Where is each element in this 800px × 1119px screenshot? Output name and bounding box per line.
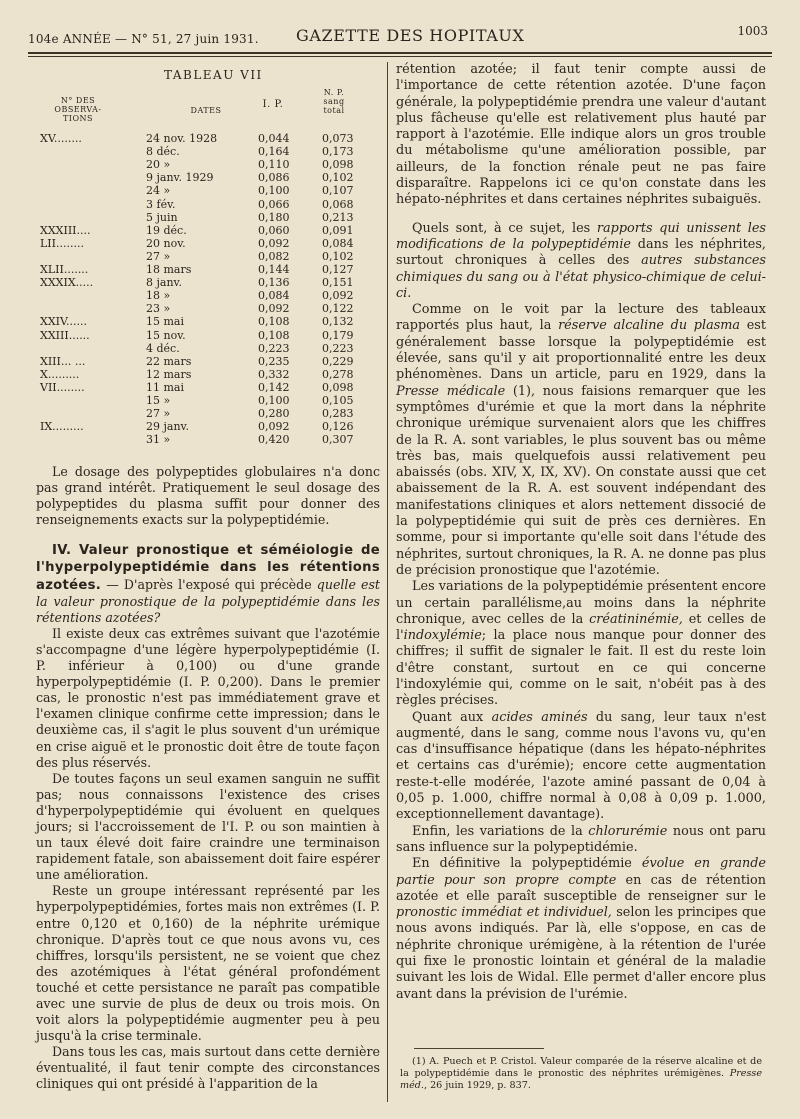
- text-run: Les variations de la polypeptidémie présentent encore un certain parallélisme,au moins dans la néphrite chronique, avec celles de la: [396, 579, 766, 627]
- section-iv-intro: [36, 542, 380, 625]
- np-cell: 0,105: [322, 394, 354, 407]
- table-row: [36, 289, 380, 302]
- np-cell: 0,278: [322, 367, 354, 381]
- obs-cell: XLII.......: [40, 263, 89, 276]
- header-rule: [28, 52, 772, 54]
- table-row: [36, 302, 380, 315]
- table-row: [36, 315, 380, 328]
- date-cell: 5 juin: [146, 210, 178, 224]
- table-row: [36, 198, 380, 211]
- text-run: est généralement basse lorsque la polypeptidémie est élevée, sans qu'il y ait proportionnalité entre les deux phénomènes. Dans un article, paru en 1929, dans la: [396, 318, 766, 383]
- ip-cell: 0,084: [258, 289, 290, 303]
- np-cell: 0,127: [322, 263, 354, 276]
- text-run: et celles de l': [396, 611, 766, 644]
- obs-cell: XXXIII....: [40, 223, 91, 237]
- table-row: [36, 184, 380, 197]
- ip-cell: 0,100: [258, 184, 290, 198]
- table-row: [36, 355, 380, 368]
- text-run-italic: réserve alcaline du plasma: [558, 318, 741, 334]
- np-cell: 0,307: [322, 433, 354, 447]
- footnote-rule: [414, 1048, 544, 1049]
- text-run-italic: rapports qui unissent les modifications de la polypeptidémie: [396, 220, 766, 252]
- date-cell: 9 janv. 1929: [146, 171, 214, 185]
- np-cell: 0,098: [322, 158, 354, 172]
- text-run: ; la place nous manque pour donner des chiffres; il suffit de signaler le fait. Il est du reste loin d'être constant, surtout en ce qui concerne l'indoxylémie qui, comme on le sait, n'obéit pas à des règles précises.: [396, 628, 766, 709]
- table-title: TABLEAU VII: [164, 68, 263, 82]
- np-cell: 0,073: [322, 132, 354, 145]
- paragraph: [396, 856, 766, 1003]
- date-cell: 12 mars: [146, 367, 192, 381]
- text-run: Quant aux: [412, 709, 492, 725]
- date-cell: 24 »: [146, 184, 171, 198]
- date-cell: 18 »: [146, 289, 171, 303]
- text-run: en cas de rétention azotée et elle paraît susceptible de renseigner sur le: [396, 872, 766, 904]
- date-cell: 18 mars: [146, 263, 192, 276]
- text-run-italic: autres substances chimiques du sang ou à l'état physico-chimique de celui-ci.: [396, 253, 766, 301]
- section-lead-italic: quelle est la valeur pronostique de la polypeptidémie dans les rétentions azotées?: [36, 576, 380, 625]
- date-cell: 8 janv.: [146, 276, 182, 290]
- date-cell: 15 nov.: [146, 328, 186, 342]
- issue-info: 104e ANNÉE — N° 51, 27 juin 1931.: [28, 32, 259, 46]
- ip-cell: 0,332: [258, 367, 290, 381]
- np-cell: 0,092: [322, 289, 354, 303]
- date-cell: 20 nov.: [146, 236, 186, 250]
- ip-cell: 0,108: [258, 315, 290, 329]
- paragraph: Reste un groupe intéressant représenté par les hyperpolypeptidémies, fortes mais non extrêmes (I. P. entre 0,120 et 0,160) de la néphrite urémique chronique. D'après tout ce que nous avons vu, ces chiffres, lorsqu'ils persistent, ne se voient que chez des azotémiques à l'état général profondément touché et cette persistance ne paraît pas compatible avec une survie de plus de deux ou trois mois. On voit alors la polypeptidémie augmenter peu à peu jusqu'à la crise terminale.: [36, 883, 380, 1044]
- np-cell: 0,084: [322, 236, 354, 250]
- column-divider: [387, 62, 388, 1102]
- table-row: [36, 276, 380, 289]
- np-cell: 0,229: [322, 354, 354, 368]
- paragraph: Il existe deux cas extrêmes suivant que l'azotémie s'accompagne d'une légère hyperpolypeptidémie (I. P. inférieur à 0,100) ou d'une grande hyperpolypeptidémie (I. P. 0,200). Dans le premier cas, le pronostic n'est pas immédiatement grave et l'examen clinique confirme cette impression; dans le deuxième cas, il s'agit le plus souvent d'un urémique en crise aiguë et le pronostic doit être de toute façon des plus réservés.: [36, 625, 380, 770]
- obs-cell: XIII... ...: [40, 354, 86, 368]
- ip-cell: 0,180: [258, 210, 290, 224]
- date-cell: 15 mai: [146, 315, 185, 329]
- ip-cell: 0,060: [258, 223, 290, 237]
- ip-cell: 0,100: [258, 394, 290, 407]
- ip-cell: 0,136: [258, 276, 290, 290]
- paragraph: Dans tous les cas, mais surtout dans cette dernière éventualité, il faut tenir compte des circonstances cliniques qui ont présidé à l'apparition de la: [36, 1044, 380, 1092]
- section-lead: — D'après l'exposé qui précède: [101, 576, 317, 592]
- ip-cell: 0,082: [258, 249, 290, 263]
- ip-cell: 0,092: [258, 236, 290, 250]
- ip-cell: 0,235: [258, 354, 290, 368]
- table-row: [36, 145, 380, 158]
- ip-cell: 0,086: [258, 171, 290, 185]
- date-cell: 24 nov. 1928: [146, 132, 218, 145]
- np-cell: 0,151: [322, 276, 354, 290]
- ip-cell: 0,044: [258, 132, 290, 145]
- table-row: [36, 368, 380, 381]
- np-cell: 0,179: [322, 328, 354, 342]
- paragraph: Le dosage des polypeptides globulaires n'a donc pas grand intérêt. Pratiquement le seul dosage des polypeptides du plasma suffit pour donner des renseignements exacts sur la polypeptidémie.: [36, 464, 380, 528]
- paragraph: [396, 824, 766, 857]
- table-row: [36, 250, 380, 263]
- header-rule-thin: [28, 56, 772, 57]
- paragraph: De toutes façons un seul examen sanguin ne suffit pas; nous connaissons l'existence des crises d'hyperpolypeptidémie qui évoluent en quelques jours; si l'accroissement de l'I. P. ou son maintien à un taux élevé doit faire craindre une terminaison rapidement fatale, son abaissement doit faire espérer une amélioration.: [36, 770, 380, 883]
- ip-cell: 0,110: [258, 158, 290, 172]
- table-header-observations: N° DES OBSERVA-TIONS: [54, 96, 102, 123]
- ip-cell: 0,092: [258, 420, 290, 434]
- table-row: [36, 420, 380, 433]
- ip-cell: 0,144: [258, 263, 290, 276]
- left-body-text: [36, 464, 380, 1093]
- text-run: du sang, leur taux n'est augmenté, dans le sang, comme nous l'avons vu, qu'en cas d'insuffisance hépatique (dans les hépato-néphrites et certains cas d'urémie); encore cette augmentation reste-t-elle modérée, l'azote aminé passant de 0,04 à 0,05 p. 1.000, chiffre normal à 0,08 à 0,09 p. 1.000, exceptionnellement davantage).: [396, 709, 766, 823]
- np-cell: 0,223: [322, 341, 354, 355]
- date-cell: 22 mars: [146, 354, 192, 368]
- text-run: dans les néphrites, surtout chroniques à celles des: [396, 236, 766, 269]
- ip-cell: 0,066: [258, 197, 290, 211]
- obs-cell: IX.........: [40, 420, 84, 434]
- table-row: [36, 211, 380, 224]
- np-cell: 0,107: [322, 184, 354, 198]
- date-cell: 15 »: [146, 394, 171, 407]
- text-run-italic: pronostic immédiat et individuel,: [396, 905, 612, 921]
- right-body-text: [396, 62, 766, 1003]
- date-cell: 4 déc.: [146, 341, 180, 355]
- date-cell: 31 »: [146, 433, 171, 447]
- paragraph: rétention azotée; il faut tenir compte aussi de l'importance de cette rétention azotée. D'une façon générale, la polypeptidémie prendra une valeur d'autant plus fâcheuse qu'elle est relativement plus hauté par rapport à l'azotémie. Elle indique alors un gros trouble du métabolisme qu'une amélioration possible, par ailleurs, de la fonction rénale peut ne pas faire disparaître. Rappelons ici ce qu'on constate dans les hépato-néphrites et dans certaines néphrites subaiguës.: [396, 62, 766, 208]
- ip-cell: 0,280: [258, 407, 290, 421]
- table-row: [36, 342, 380, 355]
- table-header-np: N. P. sang total: [323, 88, 345, 115]
- date-cell: 8 déc.: [146, 145, 180, 159]
- text-run-italic: créatininémie,: [589, 611, 683, 627]
- journal-title: GAZETTE DES HOPITAUX: [296, 26, 525, 45]
- table-header-dates: DATES: [190, 106, 222, 115]
- table-header-ip: I. P.: [262, 99, 284, 110]
- obs-cell: X.........: [40, 367, 80, 381]
- text-run-italic: chlorurémie: [588, 823, 668, 839]
- table-row: [36, 381, 380, 394]
- table-row: [36, 394, 380, 407]
- np-cell: 0,126: [322, 420, 354, 434]
- text-run-italic: évolue en grande partie pour son propre compte: [396, 856, 767, 888]
- table-row: [36, 132, 380, 145]
- np-cell: 0,068: [322, 197, 354, 211]
- ip-cell: 0,142: [258, 380, 290, 394]
- date-cell: 23 »: [146, 302, 171, 316]
- paragraph: [396, 221, 766, 302]
- text-run: , 26 juin 1929, p. 837.: [423, 1080, 531, 1091]
- table-row: [36, 171, 380, 184]
- date-cell: 3 fév.: [146, 197, 176, 211]
- obs-cell: XXIV......: [40, 315, 88, 329]
- np-cell: 0,132: [322, 315, 354, 329]
- text-run: Quels sont, à ce sujet, les: [412, 220, 597, 236]
- table-row: [36, 433, 380, 446]
- np-cell: 0,213: [322, 210, 354, 224]
- np-cell: 0,098: [322, 380, 354, 394]
- text-run-italic: acides aminés: [491, 709, 588, 725]
- paragraph: [396, 710, 766, 824]
- paragraph: [396, 302, 766, 579]
- ip-cell: 0,164: [258, 145, 290, 159]
- obs-cell: XV........: [40, 132, 82, 145]
- date-cell: 27 »: [146, 249, 171, 263]
- date-cell: 29 janv.: [146, 420, 189, 434]
- np-cell: 0,102: [322, 171, 354, 185]
- date-cell: 19 déc.: [146, 223, 187, 237]
- np-cell: 0,122: [322, 302, 354, 316]
- table-row: [36, 237, 380, 250]
- text-run: (1), nous faisions remarquer que les symptômes d'urémie et que la mort dans la néphrite chronique urémique survenaient alors que les chiffres de la R. A. sont variables, le plus souvent bas ou même très bas, mais quelquefois aussi relativement peu abaissés (obs. XIV, X, IX, XV). On constate aussi que cet abaissement de la R. A. est souvent indépendant des manifestations cliniques et alors nettement dissocié de la polypeptidémie qui suit de près ces dernières. En somme, pour si importante qu'elle soit dans l'étude des néphrites, surtout chroniques, la R. A. ne donne pas plus de précision pronostique que l'azotémie.: [396, 383, 766, 578]
- text-run: selon les principes que nous avons indiqués. Par là, elle s'oppose, en cas de néphrite chronique urémigène, à la rétention de l'urée qui fixe le pronostic lointain et général de la maladie suivant les lois de Widal. Elle permet d'aller encore plus avant dans la prévision de l'urémie.: [396, 905, 766, 1002]
- ip-cell: 0,223: [258, 341, 290, 355]
- obs-cell: XXIII......: [40, 328, 90, 342]
- footnote: [400, 1056, 762, 1092]
- table-row: [36, 158, 380, 171]
- ip-cell: 0,108: [258, 328, 290, 342]
- text-run: Enfin, les variations de la: [412, 823, 589, 839]
- obs-cell: VII........: [40, 380, 85, 394]
- text-run-italic: Presse méd.: [400, 1068, 762, 1091]
- text-run: Comme on le voit par la lecture des tableaux rapportés plus haut, la: [396, 302, 766, 334]
- table-row: [36, 263, 380, 276]
- np-cell: 0,102: [322, 249, 354, 263]
- page-number: 1003: [737, 24, 768, 38]
- ip-cell: 0,420: [258, 433, 290, 447]
- date-cell: 20 »: [146, 158, 171, 172]
- table-row: [36, 407, 380, 420]
- obs-cell: XXXIX.....: [40, 276, 94, 290]
- text-run: (1) A. Puech et P. Cristol. Valeur comparée de la réserve alcaline et de la polypeptidémie dans le pronostic des néphrites urémigènes.: [400, 1056, 762, 1079]
- obs-cell: LII........: [40, 236, 84, 250]
- date-cell: 11 mai: [146, 380, 185, 394]
- text-run: nous ont paru sans influence sur la polypeptidémie.: [396, 823, 766, 855]
- section-title: IV. Valeur pronostique et séméiologie de l'hyperpolypeptidémie dans les rétentions azotées.: [36, 543, 380, 593]
- np-cell: 0,173: [322, 145, 354, 159]
- text-run-italic: Presse médicale: [396, 383, 506, 399]
- text-run-italic: indoxylémie: [403, 628, 482, 644]
- paragraph: [396, 579, 766, 709]
- ip-cell: 0,092: [258, 302, 290, 316]
- date-cell: 27 »: [146, 407, 171, 421]
- np-cell: 0,283: [322, 407, 354, 421]
- np-cell: 0,091: [322, 223, 354, 237]
- text-run: En définitive la polypeptidémie: [412, 856, 642, 872]
- table-row: [36, 329, 380, 342]
- footnote-text: [400, 1056, 762, 1092]
- table-row: [36, 224, 380, 237]
